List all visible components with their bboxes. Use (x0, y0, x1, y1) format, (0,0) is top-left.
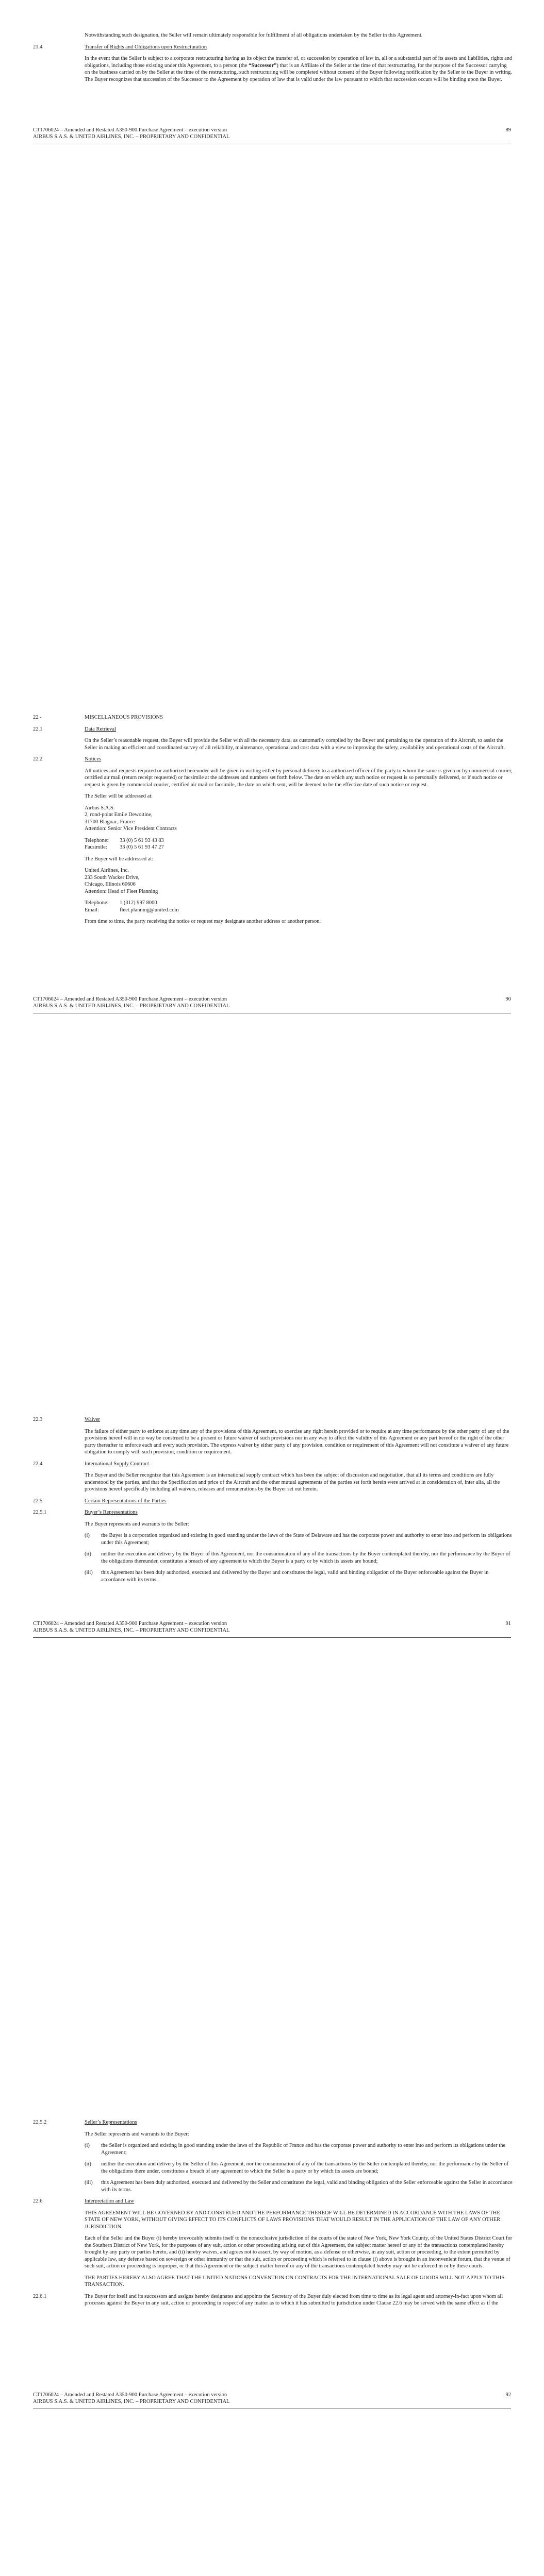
section-number: 22.6.1 (33, 2293, 47, 2299)
footer-confidential: AIRBUS S.A.S. & UNITED AIRLINES, INC. – PROPRIETARY AND CONFIDENTIAL (33, 1003, 230, 1009)
list-item-text: the Seller is organized and existing in good standing under the laws of the Republic of France and has the corporate power and authority to enter into and perform its obligations under the Agreement; (101, 2143, 506, 2156)
section-22-6 (33, 2198, 513, 2205)
section-22-3 (33, 1416, 513, 1423)
list-item-text: neither the execution and delivery by the Buyer of this Agreement, nor the consummation of any of the transactions by the Buyer contemplated thereby, nor the performance by the Buyer of the obligations thereunder, constitutes a breach of any agreement to which the Buyer is a party or by which its assets are bound; (101, 1551, 510, 1564)
section-number: 22.5 (33, 1498, 43, 1504)
section-number: 22.2 (33, 756, 43, 762)
telephone-label: Telephone: (85, 837, 109, 843)
page-content (33, 32, 513, 88)
section-22-1 (33, 726, 513, 733)
list-item-text: this Agreement has been duly authorized, executed and delivered by the Buyer and constitutes the legal, valid and binding obligation of the Buyer enforceable against the Buyer in accordance with its terms. (101, 1570, 489, 1583)
page-number: 90 (505, 996, 511, 1002)
section-heading: Notices (85, 756, 102, 762)
section-21-4 (33, 44, 513, 51)
telephone-value: 33 (0) 5 61 93 43 83 (120, 837, 164, 843)
footer-confidential: AIRBUS S.A.S. & UNITED AIRLINES, INC. – PROPRIETARY AND CONFIDENTIAL (33, 2399, 230, 2404)
section-heading: Interpretation and Law (85, 2198, 135, 2204)
footer-doc-ref: CT1706024 – Amended and Restated A350-900 Purchase Agreement – execution version (33, 2392, 227, 2398)
page-content (33, 1416, 513, 1588)
address-line: Attention: Senior Vice President Contracts (85, 826, 177, 832)
page-footer (33, 1620, 511, 1638)
section-intro: The Buyer represents and warrants to the Seller: (85, 1521, 189, 1527)
address-line: Airbus S.A.S. (85, 805, 115, 811)
closing-paragraph: From time to time, the party receiving the notice or request may designate another address or another person. (85, 919, 321, 924)
list-item (85, 1551, 513, 1565)
section-heading: International Supply Contract (85, 1461, 149, 1467)
paragraph-text: ) that is an Affiliate of the Seller at the time of that restructuring, for the purpose of the Successor carrying on the business carried on by the Seller at the time of the restructuring, such restructuring will be completed without consent of the Buyer following notification by the Seller to the Buyer in writing. The Buyer recognizes that succession of the Successor to the Agreement by operation of law that is valid under the law pursuant to which that succession occurs will be binding upon the Buyer. (85, 62, 513, 82)
address-line: United Airlines, Inc. (85, 868, 129, 873)
list-item-label: (ii) (85, 2161, 91, 2167)
list-item (85, 2161, 513, 2175)
email-label: Email: (85, 907, 99, 913)
facsimile-value: 33 (0) 5 61 93 47 27 (120, 844, 164, 850)
page-content (33, 2119, 513, 2312)
intro-paragraph: Notwithstanding such designation, the Seller will remain ultimately responsible for fulfillment of all obligations undertaken by the Seller in this Agreement. (85, 32, 423, 38)
section-number: 22.1 (33, 726, 43, 732)
seller-contact (85, 837, 513, 851)
list-item-label: (iii) (85, 2180, 93, 2185)
page-number: 91 (505, 1621, 511, 1626)
list-item (85, 2142, 513, 2156)
address-line: 233 South Wacker Drive, (85, 874, 140, 880)
address-line: Attention: Head of Fleet Planning (85, 888, 158, 894)
page-footer (33, 996, 511, 1013)
section-22-2 (33, 756, 513, 763)
section-paragraph: The Buyer and the Seller recognize that this Agreement is an international supply contract which has been the subject of discussion and negotiation, that all its terms and conditions are fully understood by the parties, and that the Specification and price of the Aircraft and the other mutual agreements of the parties set forth herein were arrived at in consideration of, inter alia, all the provisions hereof specifically including all waivers, releases and remunerations by the Buyer set out herein. (85, 1472, 500, 1492)
address-line: Chicago, Illinois 60606 (85, 882, 136, 887)
list-item-label: (ii) (85, 1551, 91, 1557)
section-paragraph: Each of the Seller and the Buyer (i) hereby irrevocably submits itself to the nonexclusive jurisdiction of the courts of the state of New York, New York County, of the United States District Court for the Southern District of New York, for the purposes of any suit, action or other proceeding arising out of this Agreement, the subject matter hereof or any of the transactions contemplated hereby brought by any party or parties hereto, and (ii) hereby waives, and agrees not to assert, by way of motion, as a defense or otherwise, in any suit, action or proceeding, to the extent permitted by applicable law, any defense based on sovereign or other immunity or that the suit, action or proceeding which is referred to in clause (i) above is brought in an inconvenient forum, that the venue of such suit, action or proceeding is improper, or that this Agreement or the subject matter hereof or any of the transactions contemplated hereby may not be enforced in or by these courts. (85, 2235, 513, 2269)
section-paragraph: The failure of either party to enforce at any time any of the provisions of this Agreement, to exercise any right herein provided or to require at any time performance by the other party of any of the provisions hereof will in no way be construed to be a present or future waiver of such provisions nor in any way to affect the validity of this Agreement or any part hereof or the right of the other party thereafter to enforce each and every such provision. The express waiver by either party of any provision, condition or requirement of this Agreement will not constitute a waiver of any future obligation to comply with such provision, condition or requirement. (85, 1428, 509, 1455)
section-number: 22.5.2 (33, 2120, 47, 2125)
footer-confidential: AIRBUS S.A.S. & UNITED AIRLINES, INC. – PROPRIETARY AND CONFIDENTIAL (33, 1628, 230, 1633)
section-22-6-1 (33, 2293, 513, 2307)
buyer-address (85, 867, 513, 895)
section-paragraph: The Buyer for itself and its successors and assigns hereby designates and appoints the Secretary of the Buyer duly elected from time to time as its legal agent and attorney-in-fact upon whom all processes against the Buyer in any suit, action or proceeding in respect of any matter as to which it has submitted to jurisdiction under Clause 22.6 may be served with the same effect as if the (85, 2293, 503, 2306)
defined-term: “Successor” (249, 62, 277, 69)
page-footer (33, 127, 511, 144)
section-paragraph: On the Seller’s reasonable request, the Buyer will provide the Seller with all the necessary data, as customarily compiled by the Buyer and pertaining to the operation of the Aircraft, to assist the Seller in making an efficient and coordinated survey of all reliability, maintenance, operational and cost data with a view to improving the safety, availability and operational costs of the Aircraft. (85, 738, 505, 751)
governing-law-paragraph: THIS AGREEMENT WILL BE GOVERNED BY AND CONSTRUED AND THE PERFORMANCE THEREOF WILL BE DETERMINED IN ACCORDANCE WITH THE LAWS OF THE STATE OF NEW YORK, WITHOUT GIVING EFFECT TO ITS CONFLICTS OF LAWS PROVISIONS THAT WOULD RESULT IN THE APPLICATION OF THE LAW OF ANY OTHER JURISDICTION. (85, 2210, 501, 2230)
section-heading: Buyer’s Representations (85, 1510, 138, 1515)
list-item-label: (i) (85, 1533, 90, 1538)
buyer-address-intro: The Buyer will be addressed at: (85, 856, 154, 862)
section-number: 22.5.1 (33, 1510, 47, 1515)
footer-confidential: AIRBUS S.A.S. & UNITED AIRLINES, INC. – PROPRIETARY AND CONFIDENTIAL (33, 134, 230, 140)
telephone-label: Telephone: (85, 900, 109, 906)
telephone-value: 1 (312) 997 8000 (120, 900, 157, 906)
footer-rule (33, 1637, 511, 1638)
list-item (85, 2179, 513, 2193)
section-22-5 (33, 1498, 513, 1505)
section-number: 21.4 (33, 44, 43, 50)
section-number: 22.4 (33, 1461, 43, 1467)
list-item (85, 1569, 513, 1583)
section-number: 22.3 (33, 1417, 43, 1422)
page-89 (0, 0, 544, 703)
section-22 (33, 714, 513, 721)
facsimile-label: Facsimile: (85, 844, 107, 850)
seller-address (85, 805, 513, 833)
list-item (85, 1532, 513, 1546)
page-content (33, 714, 513, 930)
buyer-contact (85, 900, 513, 913)
section-number: 22.6 (33, 2198, 43, 2204)
list-item-text: neither the execution and delivery by the Seller of this Agreement, nor the consummation of any of the transactions by the Seller contemplated thereby, nor the performance by the Seller of the obligations there under, constitutes a breach of any agreement to which the Seller is a party or by which its assets are bound; (101, 2161, 509, 2174)
list-item-label: (iii) (85, 1570, 93, 1575)
footer-doc-ref: CT1706024 – Amended and Restated A350-900 Purchase Agreement – execution version (33, 996, 227, 1002)
list-item-label: (i) (85, 2143, 90, 2148)
page-footer (33, 2392, 511, 2409)
paragraph-text: In the event that the Seller is subject to a corporate restructuring having as its object the transfer of, or succession by operation of law in, all or a substantial part of its assets and liabilities, rights and obligations, including those existing under this Agreement, to a person (the (85, 56, 513, 69)
section-heading: Transfer of Rights and Obligations upon Restructuration (85, 44, 207, 50)
list-item-text: the Buyer is a corporation organized and existing in good standing under the laws of the State of Delaware and has the corporate power and authority to enter into and perform its obligations under this Agreement; (101, 1533, 512, 1546)
page-number: 92 (505, 2392, 511, 2398)
cisg-paragraph: THE PARTIES HEREBY ALSO AGREE THAT THE UNITED NATIONS CONVENTION ON CONTRACTS FOR THE INTERNATIONAL SALE OF GOODS WILL NOT APPLY TO THIS TRANSACTION. (85, 2275, 505, 2287)
section-22-5-2 (33, 2119, 513, 2126)
section-heading: Seller’s Representations (85, 2120, 137, 2125)
section-paragraph: All notices and requests required or authorized hereunder will be given in writing either by personal delivery to a authorized officer of the party to whom the same is given or by commercial courier, certified air mail (return receipt requested) or facsimile at the addresses and numbers set forth below. The date on which any such notice or request is so personally delivered, or if such notice or request is given by commercial courier, certified air mail or facsimile, the date on which sent, will be deemed to be the effective date of such notice or request. (85, 768, 513, 788)
list-item-text: this Agreement has been duly authorized, executed and delivered by the Seller and constitutes the legal, valid and binding obligation of the Seller enforceable against the Seller in accordance with its terms. (101, 2180, 513, 2193)
section-heading: Certain Representations of the Parties (85, 1498, 167, 1504)
footer-doc-ref: CT1706024 – Amended and Restated A350-900 Purchase Agreement – execution version (33, 127, 227, 133)
page-91 (0, 1406, 544, 2110)
seller-address-intro: The Seller will be addressed at: (85, 793, 153, 799)
address-line: 2, rond-point Emile Dewoitine, (85, 812, 153, 818)
section-heading: Waiver (85, 1417, 101, 1422)
section-number: 22 - (33, 715, 42, 720)
page-90 (0, 703, 544, 1406)
page-number: 89 (505, 127, 511, 133)
section-intro: The Seller represents and warrants to the Buyer: (85, 2131, 189, 2137)
page-92 (0, 2110, 544, 2576)
section-22-4 (33, 1461, 513, 1468)
section-heading: Data Retrieval (85, 726, 116, 732)
email-value: fleet.planning@united.com (120, 907, 179, 913)
section-22-5-1 (33, 1509, 513, 1516)
section-paragraph (85, 55, 513, 83)
section-heading: MISCELLANEOUS PROVISIONS (85, 715, 163, 720)
address-line: 31700 Blagnac, France (85, 819, 135, 825)
footer-doc-ref: CT1706024 – Amended and Restated A350-900 Purchase Agreement – execution version (33, 1621, 227, 1626)
